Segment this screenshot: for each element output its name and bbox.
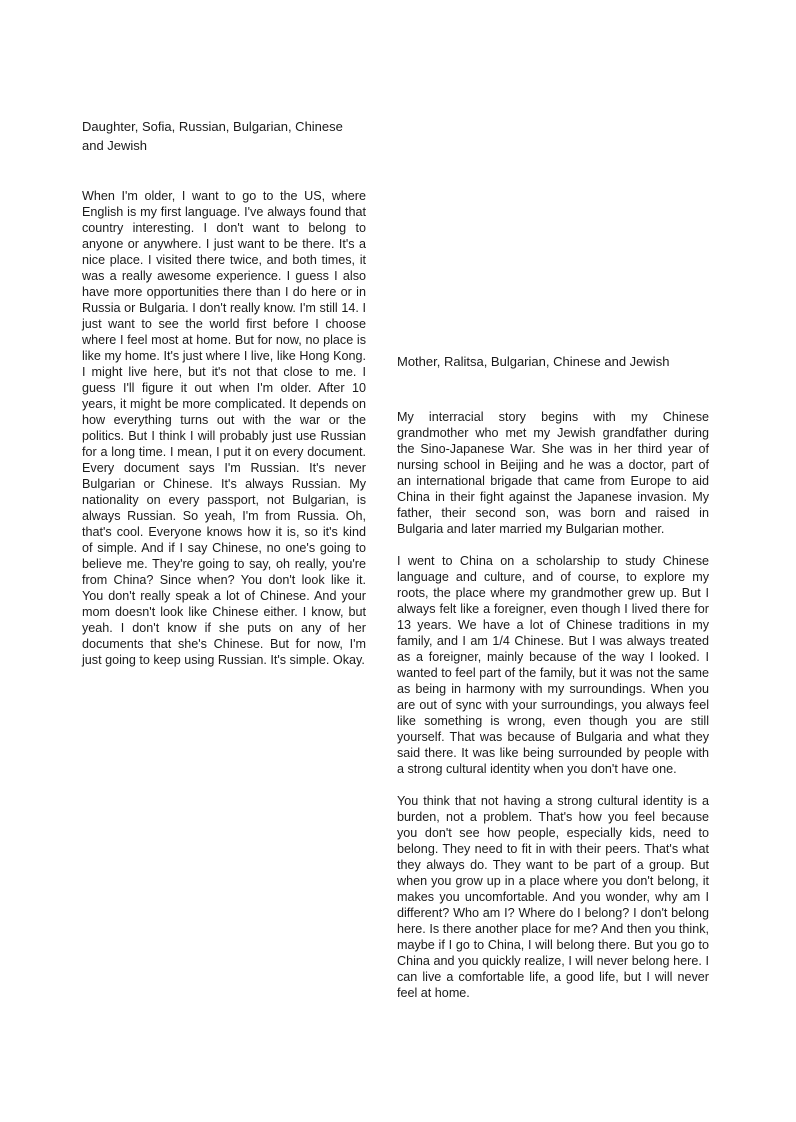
mother-heading: Mother, Ralitsa, Bulgarian, Chinese and Jewish <box>397 354 670 369</box>
mother-paragraph: I went to China on a scholarship to study Chinese language and culture, and of course, to explore my roots, the place where my grandmother grew up. But I always felt like a foreigner, even though I lived there for 13 years. We have a lot of Chinese traditions in my family, and I am 1/4 Chinese. But I was always treated as a foreigner, mainly because of the way I looked. I wanted to feel part of the family, but it was not the same as being in harmony with my surroundings. When you are out of sync with your surroundings, you always feel like something is wrong, even though you are still yourself. That was because of Bulgaria and what they said there. It was like being surrounded by people with a strong cultural identity when you don't have one. <box>397 554 709 776</box>
mother-paragraph: You think that not having a strong cultural identity is a burden, not a problem. That's how you feel because you don't see how people, especially kids, need to belong. They need to fit in with their peers. That's what they always do. They want to be part of a group. But when you grow up in a place where you don't belong, it makes you uncomfortable. And you wonder, why am I different? Who am I? Where do I belong? I don't belong here. Is there another place for me? And then you think, maybe if I go to China, I will belong there. But you go to China and you quickly realize, I will never belong here. I can live a comfortable life, a good life, but I will never feel at home. <box>397 794 709 1000</box>
daughter-story <box>82 188 366 668</box>
daughter-heading: Daughter, Sofia, Russian, Bulgarian, Chinese and Jewish <box>82 119 343 153</box>
mother-story <box>397 409 709 1001</box>
daughter-paragraph: When I'm older, I want to go to the US, where English is my first language. I've always found that country interesting. I don't want to belong to anyone or anywhere. I just want to be there. It's a nice place. I visited there twice, and both times, it was a really awesome experience. I guess I also have more opportunities there than I do here or in Russia or Bulgaria. I don't really know. I'm still 14. I just want to see the world first before I choose where I feel most at home. But for now, no place is like my home. It's just where I live, like Hong Kong. I might live here, but it's not that close to me. I guess I'll figure it out when I'm older. After 10 years, it might be more complicated. It depends on how everything turns out with the war or the politics. But I think I will probably just use Russian for a long time. I mean, I put it on every document. Every document says I'm Russian. It's never Bulgarian or Chinese. It's always Russian. My nationality on every passport, not Bulgarian, is always Russian. So yeah, I'm from Russia. Oh, that's cool. Everyone knows how it is, so it's kind of simple. And if I say Chinese, no one's going to believe me. They're going to say, oh really, you're from China? Since when? You don't look like it. You don't really speak a lot of Chinese. And your mom doesn't look like Chinese either. I know, but yeah. I don't know if she puts on any of her documents that she's Chinese. But for now, I'm just going to keep using Russian. It's simple. Okay. <box>82 189 366 667</box>
mother-paragraph: My interracial story begins with my Chinese grandmother who met my Jewish grandfather during the Sino-Japanese War. She was in her third year of nursing school in Beijing and he was a doctor, part of an international brigade that came from Europe to aid China in their fight against the Japanese invasion. My father, their second son, was born and raised in Bulgaria and later married my Bulgarian mother. <box>397 410 709 536</box>
